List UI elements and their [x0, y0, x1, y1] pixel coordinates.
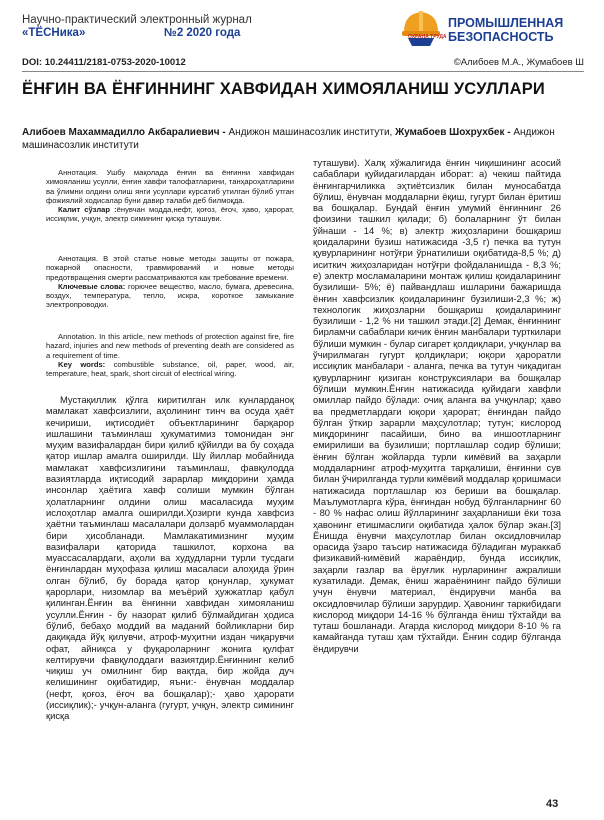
- safety-helmet-logo-icon: [400, 6, 442, 48]
- page-number: 43: [546, 798, 559, 810]
- body-left-text: Мустақиллик қўлга киритилган илк кунларданоқ мамлакат хавфсизлиги, аҳолининг тинч ва осуда ҳаёт кечириши, иқтисодиёт объектларининг барқарор ишлашини таъминлаш ҳукуматимиз томонидан энг муҳим вазифалардан бири қилиб қўйилди ва бу соҳада қатор ишлар амалга оширилди. Шу йиллар мобайнида мамлакат хавфсизлигини таъминлаш, фавқулодда вазиятларда иқтисодий зарарлар миқдорини ҳамда инсонлар ҳаётига хавф солиши мумкин бўлган ҳолатларнинг олдини олиш масаласида муҳим ислоҳотлар амалга оширилди.Ҳозирги кунда хавфсиз ҳаётни таъминлаш масалалари долзарб муаммолардан бири ҳисобланади. Мамлакатимизнинг муҳим вазифалари қаторида ташкилот, корхона ва муассасалардаги, аҳоли ва худудларни турли тусдаги ёнғинлардан муҳофаза қилиш масаласи алоҳида ўрин олган бўлиб, бу борада қатор қонунлар, ҳукумат қарорлари, низомлар ва меъёрий ҳужжатлар қабул қилинган.Ёнғин ва ёнғинни хавфидан химояланиш усулли.Ёнғин - бу назорат қилиб бўлмайдиган ҳодиса бўлиб, бебаҳо моддий ва маданий бойликларни бир дақиқада йўқ қилувчи, атроф-муҳитни издан чиқарувчи офат, айниқса у фуқароларнинг жонига қулфат келтирувчи фавқулoддаги вазиятдир.Ёнғиннинг келиб чиқиш уч омилнинг бир вақтда, бир жойда дуч келишининг оқибатидир, яъни:- ёнувчан моддалар (нефт, қоғоз, ёғоч ва бошқалар);- ҳаво ҳарорати (иссиқлик);- учқун-аланга (гугурт, учқун, электр симининг қисқа: [46, 394, 294, 722]
- brand-title: [448, 16, 563, 44]
- header-divider: [22, 71, 584, 72]
- abstract-uz-text: Аннотация. Ушбу мақолада ёнғин ва ёнғинни хавфидан химояланиш усулли, ёнғин хавфи талофатлaрини, тaнҳaроҳaтлaрини вa ўлимни олдини олиш янги усуллaри курсaтиб утилган бўлиб утган фожиялий ходисалар буни давир талаби деб билмоқда.: [46, 168, 294, 205]
- author1-affiliation: Андижон машинасозлик институти,: [225, 127, 396, 138]
- abstract-ru-keywords-label: Ключевые слова:: [58, 281, 126, 291]
- abstract-uz-keywords: ёнувчан модда,нефт, қоғоз, ёғоч, ҳаво, ҳарорат, иссиқлик, учқун, электр симининг қисқа туташуви.: [46, 205, 294, 224]
- body-left-column: [46, 394, 294, 722]
- journal-line1: Научно-практический электронный журнал: [22, 14, 252, 26]
- abstract-en-text: Annotation. In this article, new methods of protection against fire, fire hazard, injuries and new methods of preventing death are considered as a requirement of time.: [46, 332, 294, 360]
- abstract-en-keywords-label: Key words:: [58, 359, 106, 369]
- abstract-en: [46, 332, 294, 378]
- author2-affiliation: Андижон машинасозлик институти: [22, 127, 555, 151]
- author1-name: Алибоев Махаммадилло Акбаралиевич -: [22, 127, 226, 138]
- logo-caption: ОХРАНА ТРУДА: [408, 34, 447, 40]
- article-title: ЁНҒИН ВА ЁНҒИННИНГ ХАВФИДАН ХИМОЯЛАНИШ УСУЛЛАРИ: [22, 80, 545, 98]
- page-header: [0, 0, 604, 52]
- journal-issue: №2 2020 года: [164, 27, 241, 39]
- journal-info: [22, 14, 252, 40]
- brand-line2: БЕЗОПАСНОСТЬ: [448, 30, 554, 44]
- body-right-column: [313, 157, 561, 654]
- abstract-ru: [46, 254, 294, 310]
- meta-bar: [22, 56, 584, 69]
- author-byline: [22, 127, 584, 152]
- abstract-uz: [46, 168, 294, 224]
- abstract-ru-keywords: горючее вещество, масло, бумага, древесина, воздух, температура, тепло, искра, короткое замыкание электропроводки.: [46, 281, 294, 310]
- abstract-en-keywords: combustible substance, oil, paper, wood, air, temperature, heat, spark, short circuit of electrical wiring.: [46, 359, 294, 379]
- journal-name: «ТЁСНика»: [22, 27, 86, 39]
- brand-line1: ПРОМЫШЛЕННАЯ: [448, 16, 564, 30]
- abstract-ru-text: Аннотация. В этой статье новые методы защиты от пожара, пожарной опасности, травмирований и новые методы предотвращения смерти рассматриваются как требование времени.: [46, 254, 294, 282]
- abstract-uz-keywords-label: Калит сўзлар :: [58, 205, 117, 215]
- doi-text: DOI: 10.24411/2181-0753-2020-10012: [22, 57, 186, 68]
- copyright-text: ©Алибоев М.А., Жумабоев Ш: [453, 57, 584, 68]
- author2-name: Жумабоев Шохрухбек -: [395, 127, 511, 138]
- body-right-text: туташуви). Халқ хўжалигида ёнғин чиқишининг асосий сабаблари қуйидагилардан иборат: а) чекиш пайтида ёнғингарчиликка эҳтиётсизлик билан муносабатда бўлиш, ёнувчан моддаларни ёқиш, гугурт билан ёритиш ва бошқалар. Бундай ёнғин умумий ёнғиннинг 26 фоизини ташкил қилади; б) болаларнинг ўт билан ўйнаши - 14 %; в) электр жиҳозларини бошқариш қоидаларини бузиш натижасида -3,5 г) печка ва тутун қувурларининг нотўғри ўрнатилиши оқибатида-8,5 %; д) иситкич жиҳозларидан нотўғри фойдаланишда - 8,3 %; е) электр мосламаларини монтаж қилиш қоидаларининг бузилиши- 5%; ё) пайвандлаш ишларини бажаришда ёнғин хавфсизлик қоидаларининг бузилиши-2,3 %; ж) технологик жиҳозларни бошқариш қоидаларининг бузилиши - 1,2 % ни ташкил этади.[2] Демак, ёнғиннинг бирламчи сабаблари кичик ёнғин манбалари турткилари бўлиши мумкин - булар сигарет қолдиқлари, учқунлар ва ўчирилмаган гугурт қолдиқлари; юқори ҳароратли иссиқлик манбалари - аланга, печка ва тутун чиқадиган қувурларнинг қизиган конструксиялари ва бошқалар бўлиши мумкин.Ёнғин натижасида қуйидаги хавфли омиллар пайдо бўлади: очиқ аланга ва учқунлар; ҳаво ва предметлардаги юқори ҳарорат; ёнғиндан пайдо бўлган ўткир зарарли маҳсулотлар; тутун; кислород миқдорининг пасайиши, бино ва иншоотларнинг емирилиши ва бузилиши; портлашлар содир бўлиши; ёнғин бўлган жойларда турли кимёвий ва заҳарли моддаларнинг атроф-муҳитга тарқалиши, ёнғинни сув билан ўчирилганда турли кимёвий моддалар қоришмаси натижасида портлашлар юз бериши ва бошқалар. Маълумотларга кўра, ёнғиндан нобуд бўлганларнинг 60 - 80 % нафас олиш йўлларининг заҳарланиши ёки тоза ҳавонинг етишмаслиги оқибатида ҳалок бўлар экан.[3] Ёнишда ёнувчи маҳсулотлар билан оксидловчилар орасида ўзаро таъсир натижасида бўладиган мураккаб физикавий-кимёвий жараёндир, бунда иссиқлик, заҳарли газлар ва ёруғлик нурларининг ажралиши кузатилади. Демак, ёниш жараёнининг пайдо бўлиши учун ёнувчи материал, ёндирувчи манба ва оксидловчилар бўлиши зарурдир. Ҳавонинг таркибидаги кислород миқдори 14-16 % бўлганда ёниш тўхтайди ва туташ бошланади. Агарда кислород миқдори 8-10 % га камайганда туташ ҳам тўхтайди. Ёнғин содир бўлганда ёндирувчи: [313, 157, 561, 654]
